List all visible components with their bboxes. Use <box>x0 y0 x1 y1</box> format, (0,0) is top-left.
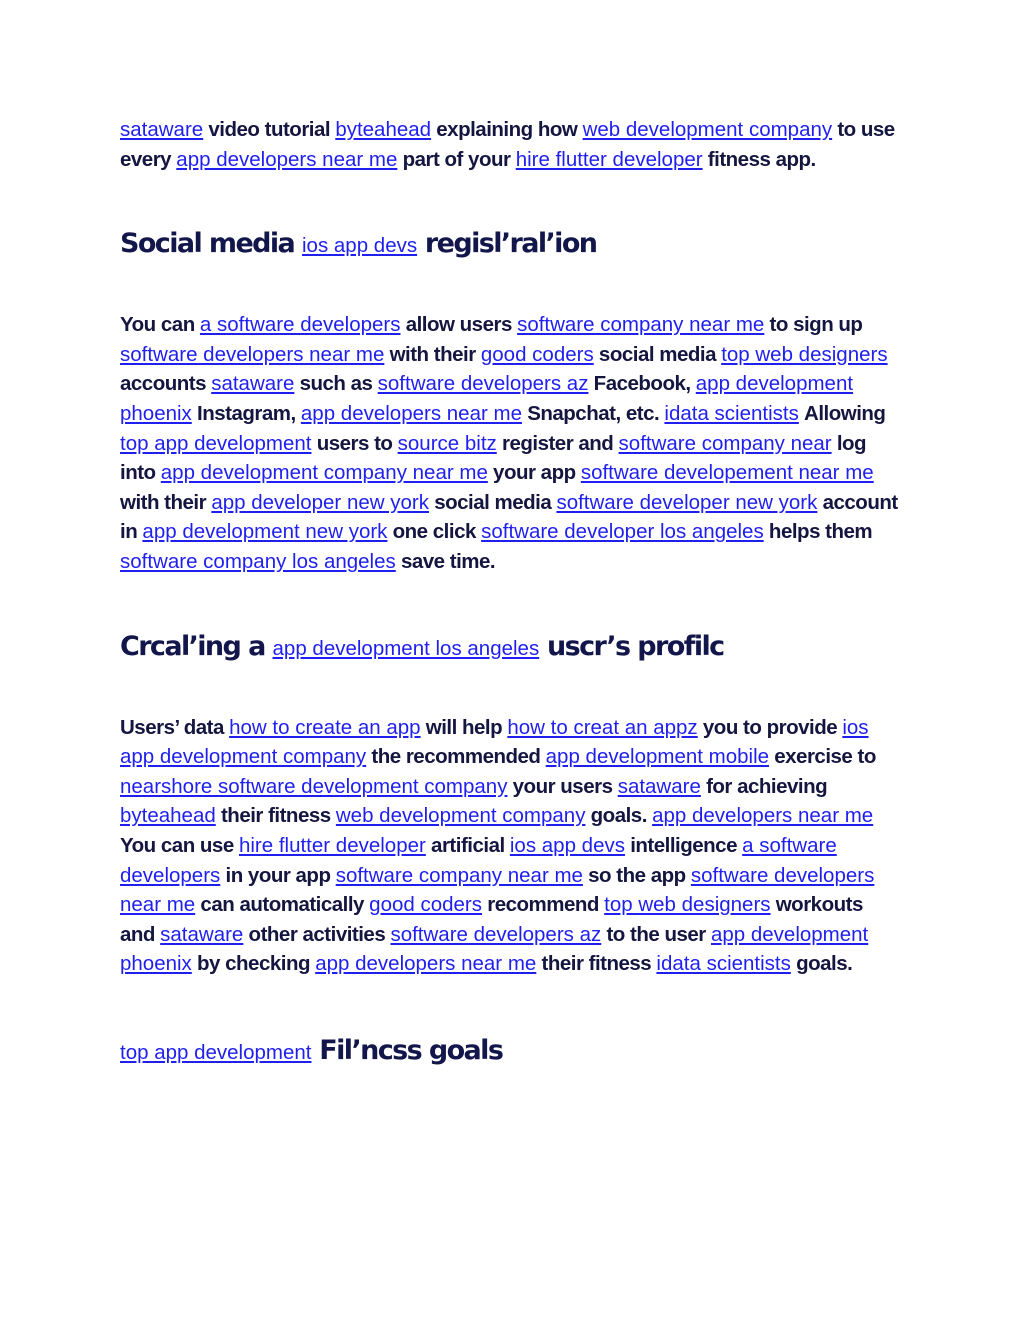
inline-text: intelligence <box>630 833 737 857</box>
inline-text: Users’ data <box>120 715 224 739</box>
document-page <box>120 115 900 1073</box>
section-heading-social-media <box>120 224 900 266</box>
inline-link[interactable]: software company los angeles <box>120 549 396 573</box>
inline-text: allow users <box>405 313 512 337</box>
inline-text: their fitness <box>541 952 652 976</box>
inline-link[interactable]: web development company <box>335 804 586 828</box>
inline-link[interactable]: app developers near me <box>300 401 522 425</box>
inline-text: video tutorial <box>208 118 331 141</box>
inline-text: their fitness <box>220 804 331 828</box>
inline-text: Crcal’ing a <box>120 630 265 662</box>
inline-text: artificial <box>431 833 505 857</box>
inline-text: helps them <box>768 520 873 544</box>
inline-link[interactable]: a software developers <box>120 833 837 887</box>
inline-text: Allowing <box>804 401 886 425</box>
inline-text: your app <box>493 461 576 485</box>
inline-text: such as <box>299 372 373 396</box>
inline-link[interactable]: app development phoenix <box>120 372 854 425</box>
inline-link[interactable]: good coders <box>369 893 483 917</box>
inline-link[interactable]: software company near me <box>335 863 583 887</box>
inline-text: to the user <box>606 922 706 946</box>
inline-text: with their <box>389 342 476 366</box>
inline-link[interactable]: top web designers <box>604 893 771 917</box>
inline-text: you to provide <box>702 715 838 739</box>
inline-link[interactable]: software developers near me <box>120 863 875 917</box>
inline-link[interactable]: web development company <box>582 118 833 141</box>
inline-link[interactable]: how to create an app <box>229 715 421 739</box>
section-heading-fitness-goals <box>120 1031 900 1073</box>
inline-text: workouts and <box>120 893 863 946</box>
section-heading-user-profile <box>120 627 900 669</box>
inline-link[interactable]: software developers az <box>377 372 589 396</box>
inline-link[interactable]: hire flutter developer <box>238 833 426 857</box>
inline-link[interactable]: ios app development company <box>120 715 869 769</box>
inline-text: to use every <box>120 118 895 171</box>
inline-text: save time. <box>400 549 496 573</box>
inline-text: by checking <box>197 952 311 976</box>
inline-text: recommend <box>487 893 599 917</box>
inline-link[interactable]: idata scientists <box>656 952 791 976</box>
inline-text: so the app <box>588 863 686 887</box>
inline-text: goals. <box>796 952 853 976</box>
inline-link[interactable]: hire flutter developer <box>515 147 703 171</box>
inline-text: social media <box>598 342 716 366</box>
inline-text: You can use <box>120 833 234 857</box>
inline-text: will help <box>425 715 503 739</box>
inline-link[interactable]: top app development <box>120 431 312 455</box>
inline-text: uscr’s profilc <box>547 630 724 662</box>
inline-link[interactable]: software company near me <box>517 313 765 337</box>
inline-text: part of your <box>402 147 511 171</box>
inline-link[interactable]: top web designers <box>721 342 888 366</box>
inline-text: goals. <box>590 804 647 828</box>
inline-link[interactable]: source bitz <box>397 431 497 455</box>
inline-text: log into <box>120 431 867 485</box>
inline-link[interactable]: app developers near me <box>315 952 537 976</box>
inline-link[interactable]: how to creat an appz <box>507 715 698 739</box>
inline-link[interactable]: app development new york <box>142 520 388 544</box>
inline-text: You can <box>120 313 195 337</box>
inline-link[interactable]: ios app devs <box>509 833 625 857</box>
inline-link[interactable]: software developers az <box>390 922 602 946</box>
inline-link[interactable]: app development company near me <box>160 461 488 485</box>
intro-paragraph <box>120 115 900 174</box>
inline-link[interactable]: sataware <box>211 372 295 396</box>
inline-text: accounts <box>120 372 206 396</box>
inline-link[interactable]: app development phoenix <box>120 922 869 976</box>
inline-text: for achieving <box>706 774 828 798</box>
inline-text: in your app <box>225 863 331 887</box>
inline-link[interactable]: ios app devs <box>302 234 418 258</box>
inline-link[interactable]: app developers near me <box>176 147 398 171</box>
inline-link[interactable]: software developers near me <box>120 342 385 366</box>
inline-link[interactable]: software company near <box>618 431 832 455</box>
inline-text: social media <box>434 490 552 514</box>
inline-text: Social media <box>120 228 295 260</box>
inline-link[interactable]: a software developers <box>199 313 401 337</box>
inline-link[interactable]: sataware <box>160 922 244 946</box>
inline-link[interactable]: software developer new york <box>556 490 818 514</box>
inline-text: explaining how <box>436 118 578 141</box>
inline-text: register and <box>501 431 614 455</box>
inline-text: regisl’ral’ion <box>424 228 597 260</box>
inline-text: Instagram, <box>197 401 296 425</box>
inline-link[interactable]: idata scientists <box>664 401 799 425</box>
inline-link[interactable]: software developement near me <box>580 461 874 485</box>
inline-text: one click <box>392 520 476 544</box>
inline-text: your users <box>512 774 613 798</box>
inline-link[interactable]: byteahead <box>335 118 432 141</box>
inline-link[interactable]: byteahead <box>120 804 216 828</box>
inline-link[interactable]: nearshore software development company <box>120 774 508 798</box>
user-profile-paragraph <box>120 713 900 979</box>
inline-text: Facebook, <box>593 372 691 396</box>
inline-link[interactable]: app development los angeles <box>272 636 540 660</box>
inline-text: with their <box>120 490 207 514</box>
inline-text: to sign up <box>769 313 863 337</box>
inline-text: exercise to <box>774 745 876 769</box>
inline-link[interactable]: good coders <box>480 342 594 366</box>
inline-text: users to <box>316 431 393 455</box>
inline-link[interactable]: sataware <box>120 118 204 141</box>
inline-text: account in <box>120 490 898 544</box>
inline-text: Snapchat, etc. <box>527 401 660 425</box>
inline-link[interactable]: sataware <box>617 774 701 798</box>
inline-link[interactable]: app development mobile <box>545 745 770 769</box>
inline-text: Fil’ncss goals <box>319 1034 503 1066</box>
inline-link[interactable]: app developers near me <box>652 804 874 828</box>
social-media-paragraph <box>120 310 900 576</box>
inline-text: fitness app. <box>707 147 816 171</box>
inline-link[interactable]: top app development <box>120 1040 312 1064</box>
inline-text: other activities <box>248 922 386 946</box>
inline-text: the recommended <box>371 745 541 769</box>
inline-text: can automatically <box>200 893 364 917</box>
inline-link[interactable]: software developer los angeles <box>481 520 764 544</box>
inline-link[interactable]: app developer new york <box>211 490 429 514</box>
